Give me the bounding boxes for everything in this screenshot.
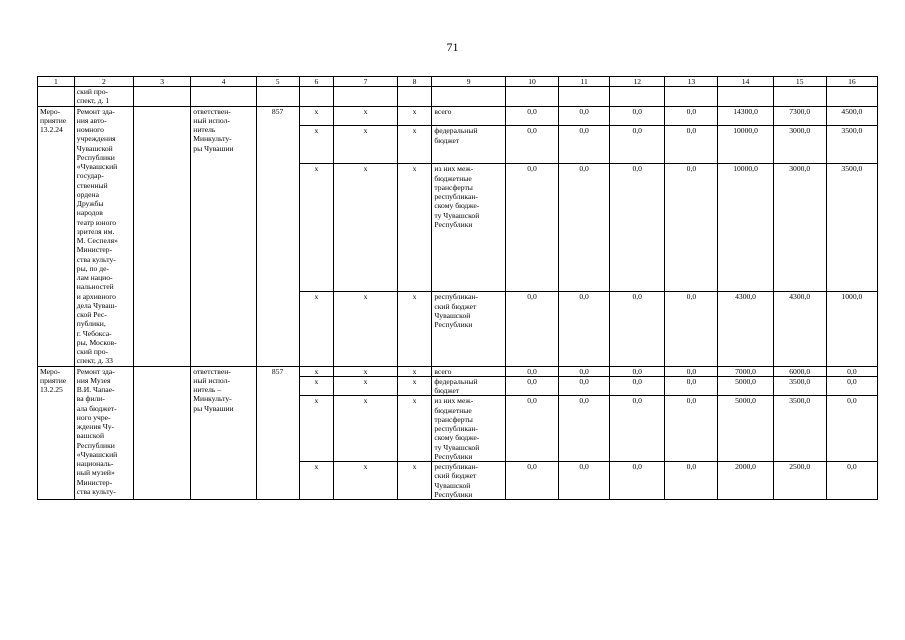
column-number: 3 xyxy=(134,77,191,87)
value: 7300,0 xyxy=(773,106,826,126)
value: 4500,0 xyxy=(826,106,877,126)
cell-x: x xyxy=(299,126,334,164)
column-number: 11 xyxy=(559,77,610,87)
value: 0,0 xyxy=(505,462,558,500)
cell-x: x xyxy=(397,164,432,292)
value: 0,0 xyxy=(505,366,558,376)
value: 7000,0 xyxy=(718,366,773,376)
value: 0,0 xyxy=(610,106,665,126)
column-number: 4 xyxy=(191,77,256,87)
value: 0,0 xyxy=(559,376,610,396)
cell-x: x xyxy=(334,106,397,126)
value: 6000,0 xyxy=(773,366,826,376)
value: 0,0 xyxy=(559,396,610,462)
table-row xyxy=(38,106,878,126)
value: 0,0 xyxy=(665,462,718,500)
value: 2000,0 xyxy=(718,462,773,500)
cell-x: x xyxy=(397,376,432,396)
column-number: 14 xyxy=(718,77,773,87)
cell-x: x xyxy=(334,292,397,366)
value: 10000,0 xyxy=(718,126,773,164)
value: 0,0 xyxy=(665,376,718,396)
column-number: 8 xyxy=(397,77,432,87)
column-number: 1 xyxy=(38,77,75,87)
value: 0,0 xyxy=(505,164,558,292)
value: 0,0 xyxy=(505,292,558,366)
value: 3500,0 xyxy=(773,396,826,462)
measure-name: ский про- спект, д. 1 xyxy=(74,87,133,107)
funding-source: республикан- ский бюджет Чувашской Республики xyxy=(432,462,506,500)
cell-x: x xyxy=(397,462,432,500)
value: 0,0 xyxy=(665,292,718,366)
budget-code: 857 xyxy=(256,106,299,366)
cell-x: x xyxy=(299,396,334,462)
value: 0,0 xyxy=(559,366,610,376)
cell-x: x xyxy=(397,292,432,366)
executor: ответствен- ный испол- нитель – Минкульту- ры Чувашии xyxy=(191,366,256,500)
cell-x: x xyxy=(299,462,334,500)
page-number: 71 xyxy=(446,40,459,54)
value: 0,0 xyxy=(610,376,665,396)
value: 0,0 xyxy=(826,366,877,376)
column-number-row xyxy=(38,77,878,87)
value: 0,0 xyxy=(665,396,718,462)
value: 0,0 xyxy=(665,366,718,376)
value: 0,0 xyxy=(505,396,558,462)
cell-x: x xyxy=(334,366,397,376)
column-number: 2 xyxy=(74,77,133,87)
measure-name: Ремонт зда- ния Музея В.И. Чапае- ва фили- ала бюджет- ного учре- ждения Чу- вашской Республики «Чувашский националь- ный музей» Министер- ства культу- xyxy=(74,366,133,500)
value: 0,0 xyxy=(610,462,665,500)
value: 3000,0 xyxy=(773,164,826,292)
value: 14300,0 xyxy=(718,106,773,126)
value: 4300,0 xyxy=(773,292,826,366)
value: 0,0 xyxy=(505,126,558,164)
cell-x: x xyxy=(334,164,397,292)
funding-source: из них меж- бюджетные трансферты республикан- скому бюдже- ту Чувашской Республики xyxy=(432,396,506,462)
measure-name: Ремонт зда- ния авто- номного учреждения Чувашской Республики «Чувашский государ- ственный ордена Дружбы народов театр юного зрителя им. М. Сеспеля» Министер- ства культу- ры, по де- лам нацио- нальностей и архивного дела Чуваш- ской Рес- публики, г. Чебокса- ры, Москов- ский про- спект, д. 33 xyxy=(74,106,133,366)
cell-x: x xyxy=(397,366,432,376)
value: 0,0 xyxy=(610,164,665,292)
value: 0,0 xyxy=(610,126,665,164)
value: 0,0 xyxy=(826,462,877,500)
funding-source: федеральный бюджет xyxy=(432,126,506,164)
continuation-row xyxy=(38,87,878,107)
measure-code: Меро- приятие 13.2.24 xyxy=(38,106,75,366)
cell-x: x xyxy=(334,462,397,500)
value: 0,0 xyxy=(559,462,610,500)
budget-code: 857 xyxy=(256,366,299,500)
value: 10000,0 xyxy=(718,164,773,292)
value: 5000,0 xyxy=(718,396,773,462)
value: 0,0 xyxy=(665,164,718,292)
value: 3500,0 xyxy=(773,376,826,396)
column-number: 6 xyxy=(299,77,334,87)
value: 3500,0 xyxy=(826,126,877,164)
cell-x: x xyxy=(299,106,334,126)
value: 3500,0 xyxy=(826,164,877,292)
value: 0,0 xyxy=(610,292,665,366)
executor: ответствен- ный испол- нитель Минкульту- ры Чувашии xyxy=(191,106,256,366)
value: 0,0 xyxy=(665,126,718,164)
value: 2500,0 xyxy=(773,462,826,500)
program-table xyxy=(37,76,878,500)
value: 3000,0 xyxy=(773,126,826,164)
cell-x: x xyxy=(397,396,432,462)
value: 0,0 xyxy=(559,126,610,164)
column-number: 5 xyxy=(256,77,299,87)
cell-x: x xyxy=(299,292,334,366)
value: 4300,0 xyxy=(718,292,773,366)
measure-code: Меро- приятие 13.2.25 xyxy=(38,366,75,500)
funding-source: федеральный бюджет xyxy=(432,376,506,396)
funding-source: всего xyxy=(432,106,506,126)
column-number: 7 xyxy=(334,77,397,87)
value: 0,0 xyxy=(610,396,665,462)
cell-x: x xyxy=(334,376,397,396)
table-row xyxy=(38,366,878,376)
cell-x: x xyxy=(299,164,334,292)
column-number: 16 xyxy=(826,77,877,87)
value: 0,0 xyxy=(559,106,610,126)
column-number: 13 xyxy=(665,77,718,87)
value: 0,0 xyxy=(559,164,610,292)
value: 0,0 xyxy=(610,366,665,376)
value: 0,0 xyxy=(826,396,877,462)
cell-x: x xyxy=(397,106,432,126)
value: 5000,0 xyxy=(718,376,773,396)
value: 1000,0 xyxy=(826,292,877,366)
value: 0,0 xyxy=(505,106,558,126)
column-number: 12 xyxy=(610,77,665,87)
funding-source: из них меж- бюджетные трансферты республикан- скому бюдже- ту Чувашской Республики xyxy=(432,164,506,292)
cell-x: x xyxy=(299,366,334,376)
funding-source: всего xyxy=(432,366,506,376)
value: 0,0 xyxy=(826,376,877,396)
value: 0,0 xyxy=(559,292,610,366)
cell-x: x xyxy=(334,126,397,164)
cell-x: x xyxy=(397,126,432,164)
cell-x: x xyxy=(299,376,334,396)
column-number: 9 xyxy=(432,77,506,87)
cell-x: x xyxy=(334,396,397,462)
funding-source: республикан- ский бюджет Чувашской Республики xyxy=(432,292,506,366)
value: 0,0 xyxy=(505,376,558,396)
column-number: 10 xyxy=(505,77,558,87)
value: 0,0 xyxy=(665,106,718,126)
column-number: 15 xyxy=(773,77,826,87)
